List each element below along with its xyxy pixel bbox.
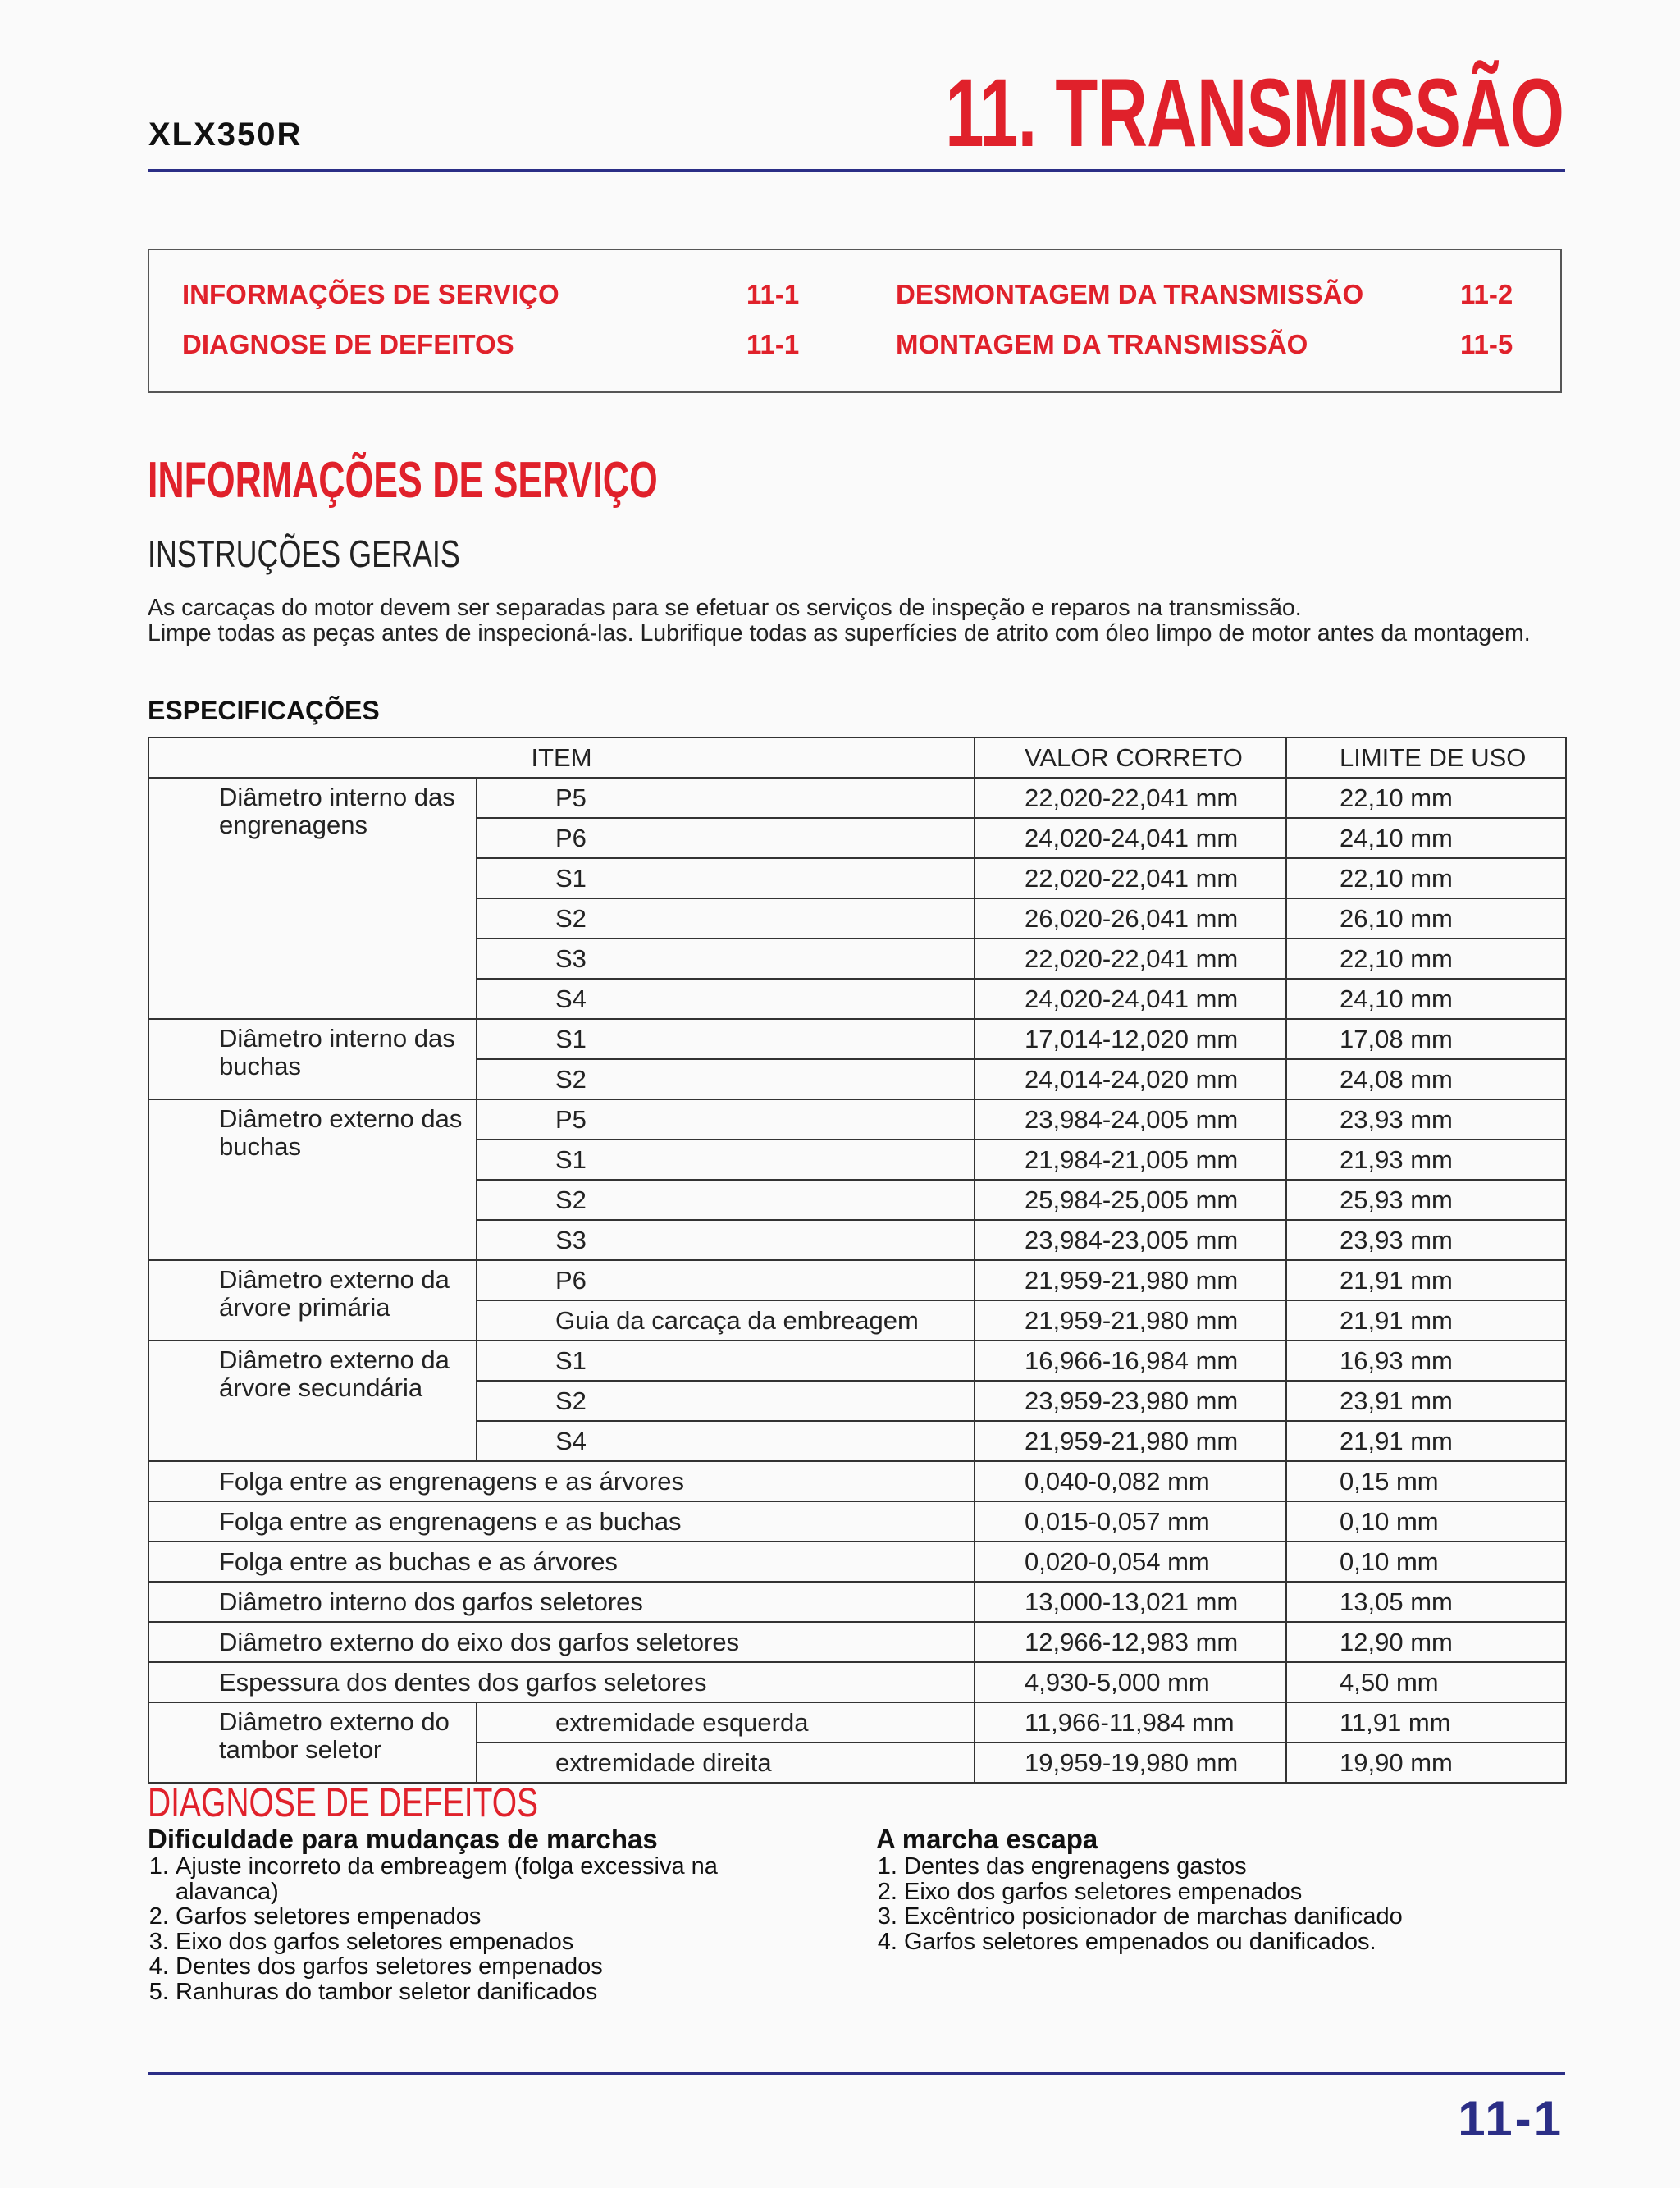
correct-value: 24,020-24,041 mm [975,818,1286,858]
correct-value: 22,020-22,041 mm [975,778,1286,818]
wear-limit: 21,91 mm [1286,1421,1566,1461]
correct-value: 0,040-0,082 mm [975,1461,1286,1501]
sub-item: P5 [477,1099,975,1140]
item-label: Diâmetro interno dos garfos seletores [148,1582,975,1622]
header-rule [148,169,1565,172]
specifications-title: ESPECIFICAÇÕES [148,696,380,725]
wear-limit: 13,05 mm [1286,1582,1566,1622]
wear-limit: 0,15 mm [1286,1461,1566,1501]
sub-item: S4 [477,1421,975,1461]
wear-limit: 0,10 mm [1286,1542,1566,1582]
item-label: Espessura dos dentes dos garfos seletores [148,1662,975,1702]
cause-list [876,1854,1565,1954]
correct-value: 4,930-5,000 mm [975,1662,1286,1702]
toc-label-diagnosis[interactable]: DIAGNOSE DE DEFEITOS [182,329,514,359]
table-row [148,1099,1566,1140]
group-label: Diâmetro interno das buchas [148,1019,477,1099]
group-label: Diâmetro externo do tambor seletor [148,1702,477,1783]
wear-limit: 21,91 mm [1286,1300,1566,1341]
wear-limit: 22,10 mm [1286,778,1566,818]
correct-value: 16,966-16,984 mm [975,1341,1286,1381]
symptom-heading: Dificuldade para mudanças de marchas [148,1824,658,1854]
correct-value: 12,966-12,983 mm [975,1622,1286,1662]
correct-value: 21,984-21,005 mm [975,1140,1286,1180]
footer-rule [148,2072,1565,2075]
correct-value: 22,020-22,041 mm [975,858,1286,898]
correct-value: 21,959-21,980 mm [975,1300,1286,1341]
correct-value: 25,984-25,005 mm [975,1180,1286,1220]
item-label: Folga entre as engrenagens e as buchas [148,1501,975,1542]
header-limit: LIMITE DE USO [1286,738,1566,778]
table-row [148,1019,1566,1059]
specifications-table [148,737,1567,1784]
wear-limit: 23,91 mm [1286,1381,1566,1421]
sub-item: P6 [477,818,975,858]
toc-page-service-info[interactable]: 11-1 [746,279,800,309]
sub-item: S1 [477,858,975,898]
header-value: VALOR CORRETO [975,738,1286,778]
diagnosis-column-shifting [148,1825,804,2004]
group-label: Diâmetro interno das engrenagens [148,778,477,1019]
sub-item: S2 [477,1059,975,1099]
toc-label-assembly[interactable]: MONTAGEM DA TRANSMISSÃO [896,329,1308,359]
wear-limit: 24,10 mm [1286,979,1566,1019]
table-row [148,1260,1566,1300]
sub-item: S1 [477,1341,975,1381]
list-item: 3. Eixo dos garfos seletores empenados [176,1930,804,1955]
correct-value: 19,959-19,980 mm [975,1743,1286,1783]
wear-limit: 19,90 mm [1286,1743,1566,1783]
diagnosis-column-gear-slip [876,1825,1565,1954]
wear-limit: 21,91 mm [1286,1260,1566,1300]
toc-label-service-info[interactable]: INFORMAÇÕES DE SERVIÇO [182,279,559,309]
sub-item: S2 [477,898,975,939]
correct-value: 21,959-21,980 mm [975,1421,1286,1461]
list-item: 2. Eixo dos garfos seletores empenados [904,1880,1565,1905]
wear-limit: 26,10 mm [1286,898,1566,939]
sub-item: S2 [477,1381,975,1421]
sub-item: P5 [477,778,975,818]
correct-value: 0,015-0,057 mm [975,1501,1286,1542]
general-instructions-title: INSTRUÇÕES GERAIS [148,532,460,575]
service-info-title: INFORMAÇÕES DE SERVIÇO [148,452,658,509]
sub-item: extremidade direita [477,1743,975,1783]
item-label: Diâmetro externo do eixo dos garfos seletores [148,1622,975,1662]
list-item: 1. Ajuste incorreto da embreagem (folga excessiva na alavanca) [176,1854,804,1904]
wear-limit: 25,93 mm [1286,1180,1566,1220]
group-label: Diâmetro externo da árvore secundária [148,1341,477,1461]
correct-value: 13,000-13,021 mm [975,1582,1286,1622]
correct-value: 24,020-24,041 mm [975,979,1286,1019]
list-item: 2. Garfos seletores empenados [176,1904,804,1930]
table-of-contents [148,249,1562,393]
page-number: 11-1 [1458,2091,1564,2146]
header-item: ITEM [148,738,975,778]
table-row [148,1341,1566,1381]
correct-value: 21,959-21,980 mm [975,1260,1286,1300]
item-label: Folga entre as engrenagens e as árvores [148,1461,975,1501]
symptom-heading: A marcha escapa [876,1824,1098,1854]
chapter-title: 11. TRANSMISSÃO [944,59,1564,167]
list-item: 3. Excêntrico posicionador de marchas danificado [904,1904,1565,1930]
table-row [148,1461,1566,1501]
sub-item: P6 [477,1260,975,1300]
sub-item: S1 [477,1019,975,1059]
sub-item: extremidade esquerda [477,1702,975,1743]
correct-value: 22,020-22,041 mm [975,939,1286,979]
item-label: Folga entre as buchas e as árvores [148,1542,975,1582]
correct-value: 23,984-23,005 mm [975,1220,1286,1260]
wear-limit: 12,90 mm [1286,1622,1566,1662]
wear-limit: 17,08 mm [1286,1019,1566,1059]
toc-page-disassembly[interactable]: 11-2 [1460,279,1513,309]
wear-limit: 23,93 mm [1286,1099,1566,1140]
wear-limit: 21,93 mm [1286,1140,1566,1180]
table-row [148,1702,1566,1743]
sub-item: S3 [477,939,975,979]
list-item: 4. Garfos seletores empenados ou danificados. [904,1930,1565,1955]
wear-limit: 0,10 mm [1286,1501,1566,1542]
wear-limit: 4,50 mm [1286,1662,1566,1702]
correct-value: 17,014-12,020 mm [975,1019,1286,1059]
sub-item: S4 [477,979,975,1019]
paragraph: Limpe todas as peças antes de inspecioná-las. Lubrifique todas as superfícies de atrito com óleo limpo de motor antes da montagem. [148,620,1531,646]
correct-value: 23,959-23,980 mm [975,1381,1286,1421]
list-item: 5. Ranhuras do tambor seletor danificados [176,1980,804,2005]
diagnosis-title: DIAGNOSE DE DEFEITOS [148,1779,539,1825]
correct-value: 0,020-0,054 mm [975,1542,1286,1582]
cause-list [148,1854,804,2004]
toc-label-disassembly[interactable]: DESMONTAGEM DA TRANSMISSÃO [896,279,1364,309]
wear-limit: 16,93 mm [1286,1341,1566,1381]
sub-item: S3 [477,1220,975,1260]
toc-page-assembly[interactable]: 11-5 [1460,329,1513,359]
sub-item: S2 [477,1180,975,1220]
paragraph: As carcaças do motor devem ser separadas para se efetuar os serviços de inspeção e reparos na transmissão. [148,595,1302,621]
group-label: Diâmetro externo das buchas [148,1099,477,1260]
sub-item: S1 [477,1140,975,1180]
table-row [148,1622,1566,1662]
wear-limit: 24,08 mm [1286,1059,1566,1099]
wear-limit: 11,91 mm [1286,1702,1566,1743]
group-label: Diâmetro externo da árvore primária [148,1260,477,1341]
table-row [148,778,1566,818]
correct-value: 24,014-24,020 mm [975,1059,1286,1099]
list-item: 4. Dentes dos garfos seletores empenados [176,1954,804,1980]
table-row [148,1542,1566,1582]
general-instructions-text [148,596,1575,646]
model-name: XLX350R [148,116,303,153]
wear-limit: 24,10 mm [1286,818,1566,858]
wear-limit: 22,10 mm [1286,858,1566,898]
correct-value: 23,984-24,005 mm [975,1099,1286,1140]
list-item: 1. Dentes das engrenagens gastos [904,1854,1565,1880]
table-row [148,1582,1566,1622]
wear-limit: 22,10 mm [1286,939,1566,979]
toc-page-diagnosis[interactable]: 11-1 [746,329,800,359]
correct-value: 11,966-11,984 mm [975,1702,1286,1743]
table-header-row [148,738,1566,778]
table-row [148,1662,1566,1702]
table-row [148,1501,1566,1542]
sub-item: Guia da carcaça da embreagem [477,1300,975,1341]
correct-value: 26,020-26,041 mm [975,898,1286,939]
wear-limit: 23,93 mm [1286,1220,1566,1260]
